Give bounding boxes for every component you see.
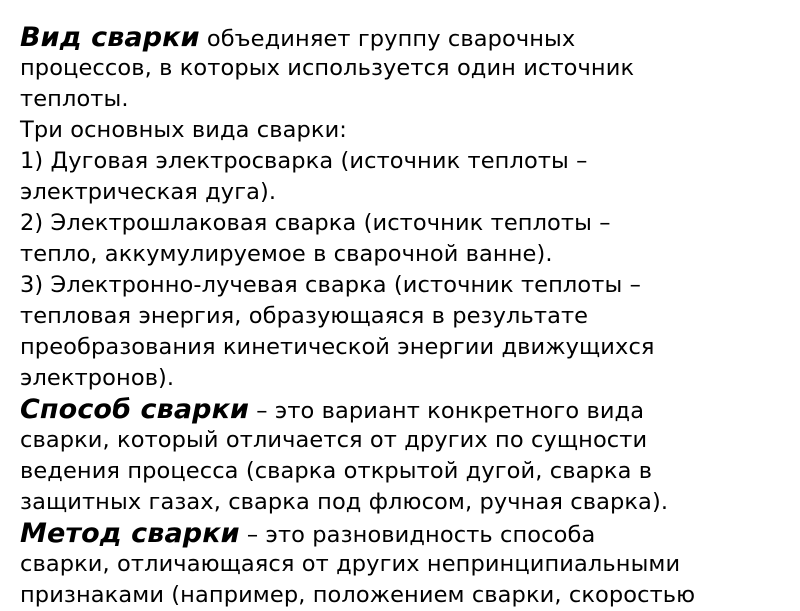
text-line bbox=[20, 394, 790, 425]
list-item-1: 1) Дуговая электросварка (источник теплоты – bbox=[20, 148, 588, 174]
text-line: тепловая энергия, образующаяся в результате bbox=[20, 303, 589, 329]
term-metod-svarki: Метод сварки bbox=[20, 518, 240, 549]
list-item-2: 2) Электрошлаковая сварка (источник теплоты – bbox=[20, 210, 611, 236]
text-line: сварки, который отличается от других по сущности bbox=[20, 427, 648, 453]
text-line: защитных газах, сварка под флюсом, ручная сварка). bbox=[20, 489, 669, 515]
line-text: – это разновидность способа bbox=[239, 522, 596, 548]
text-line: процессов, в которых используется один источник bbox=[20, 55, 635, 81]
line-text: – это вариант конкретного вида bbox=[249, 398, 645, 424]
text-line: признаками (например, положением сварки, скоростью bbox=[20, 582, 696, 608]
text-line: электронов). bbox=[20, 365, 175, 391]
text-line bbox=[20, 518, 790, 549]
line-text: объединяет группу сварочных bbox=[199, 26, 576, 52]
text-line: ведения процесса (сварка открытой дугой, сварка в bbox=[20, 458, 653, 484]
text-line: электрическая дуга). bbox=[20, 179, 277, 205]
text-line: теплоты. bbox=[20, 86, 129, 112]
text-line: сварки, отличающаяся от других непринципиальными bbox=[20, 551, 681, 577]
text-line: тепло, аккумулируемое в сварочной ванне). bbox=[20, 241, 553, 267]
text-line bbox=[20, 22, 790, 53]
text-line: Три основных вида сварки: bbox=[20, 117, 347, 143]
term-vid-svarki: Вид сварки bbox=[20, 22, 200, 53]
term-sposob-svarki: Способ сварки bbox=[20, 394, 250, 425]
slide-body bbox=[20, 22, 790, 611]
list-item-3: 3) Электронно-лучевая сварка (источник теплоты – bbox=[20, 272, 641, 298]
text-line: преобразования кинетической энергии движущихся bbox=[20, 334, 655, 360]
